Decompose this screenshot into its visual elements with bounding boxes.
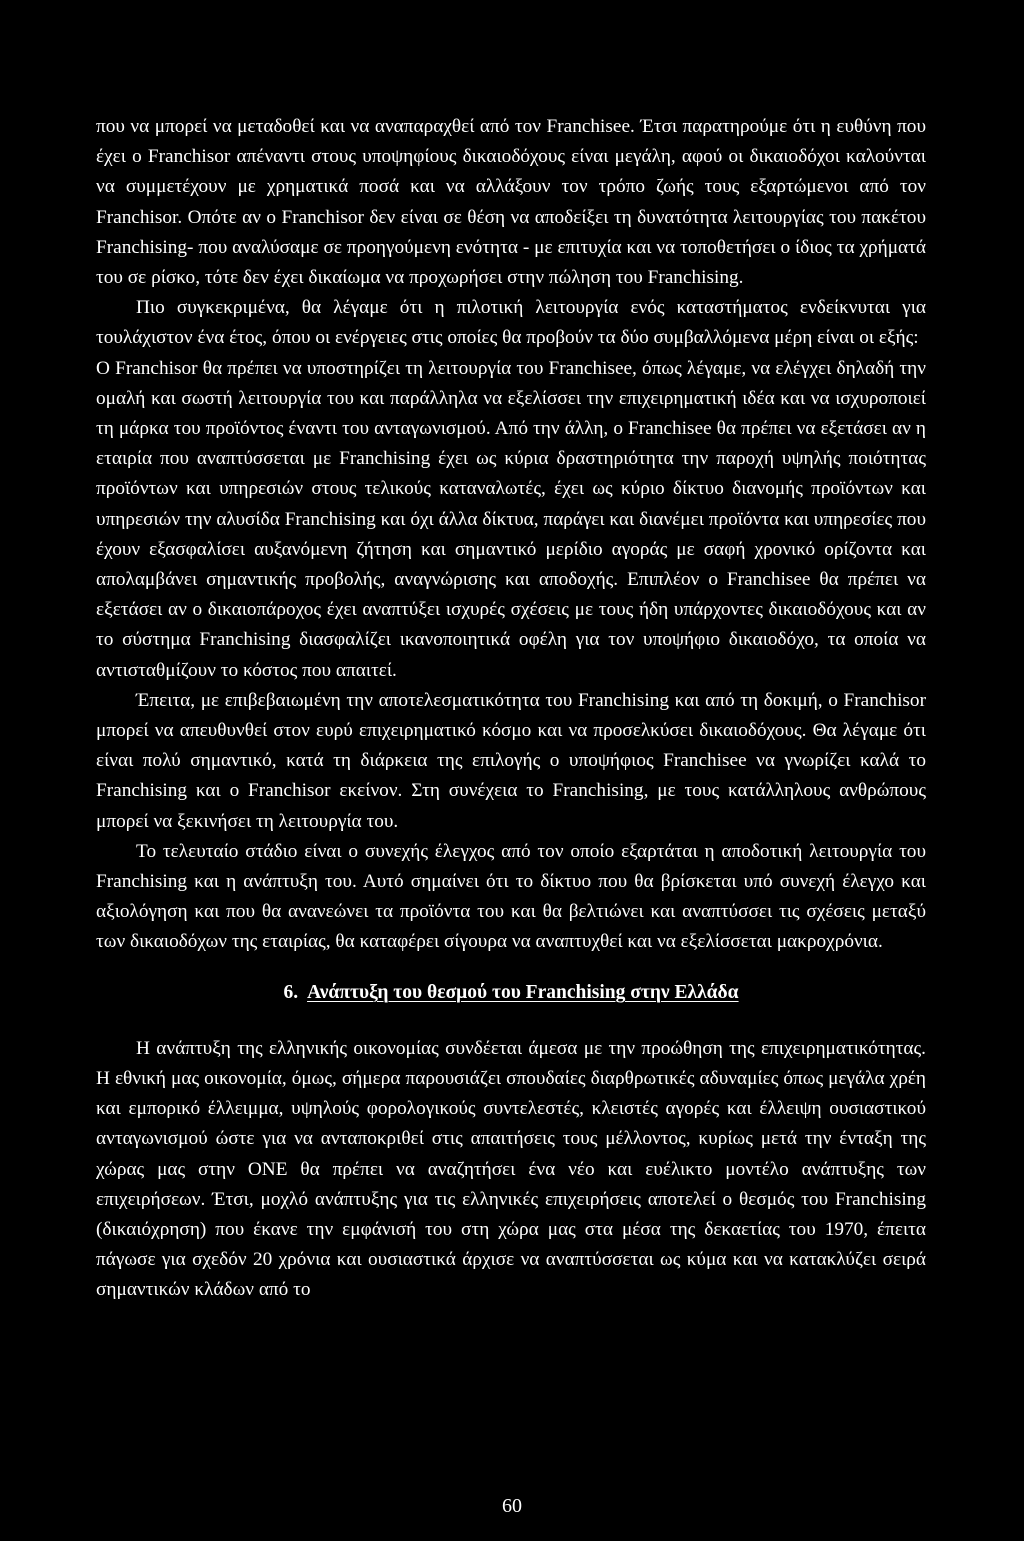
section-heading [96,979,926,1007]
paragraph-franchisor-franchisee-duties: Ο Franchisor θα πρέπει να υποστηρίζει τη λειτουργία του Franchisee, όπως λέγαμε, να ελέγχει δηλαδή την ομαλή και σωστή λειτουργία του και παράλληλα να εξελίσσει την επιχειρηματική ιδέα και να ισχυροποιεί τη μάρκα του προϊόντος έναντι του ανταγωνισμού. Από την άλλη, ο Franchisee θα πρέπει να εξετάσει αν η εταιρία που αναπτύσσεται με Franchising έχει ως κύρια δραστηριότητα την παροχή υψηλής ποιότητας προϊόντων και υπηρεσιών στους τελικούς καταναλωτές, έχει ως κύριο δίκτυο διανομής προϊόντων και υπηρεσιών την αλυσίδα Franchising και όχι άλλα δίκτυα, παράγει και διανέμει προϊόντα και υπηρεσίες που έχουν εξασφαλίσει αυξανόμενη ζήτηση και σημαντικό μερίδιο αγοράς με σαφή χρονικό ορίζοντα και απολαμβάνει σημαντικής προβολής, αναγνώρισης και αποδοχής. Επιπλέον ο Franchisee θα πρέπει να εξετάσει αν ο δικαιοπάροχος έχει αναπτύξει ισχυρές σχέσεις με τους ήδη υπάρχοντες δικαιοδόχους και αν το σύστημα Franchising διασφαλίζει ικανοποιητικά οφέλη για τον υποψήφιο δικαιοδόχο, τα οποία να αντισταθμίζουν το κόστος που απαιτεί. [96,357,926,681]
section-number: 6. [283,981,299,1003]
paragraph-pilot-operation: Πιο συγκεκριμένα, θα λέγαμε ότι η πιλοτική λειτουργία ενός καταστήματος ενδείκνυται για τουλάχιστον ένα έτος, όπου οι ενέργειες στις οποίες θα προβούν τα δύο συμβαλλόμενα μέρη είναι οι εξής: [96,297,926,349]
section-title: Ανάπτυξη του θεσμού του Franchising στην Ελλάδα [307,981,739,1003]
paragraph-continuation: που να μπορεί να μεταδοθεί και να αναπαραχθεί από τον Franchisee. Έτσι παρατηρούμε ότι η ευθύνη που έχει ο Franchisor απέναντι στους υποψηφίους δικαιοδόχους είναι μεγάλη, αφού οι δικαιοδόχοι καλούνται να συμμετέχουν με χρηματικά ποσά και να αλλάξουν τον τρόπο ζωής τους εξαρτώμενοι από τον Franchisor. Οπότε αν ο Franchisor δεν είναι σε θέση να αποδείξει τη δυνατότητα λειτουργίας του πακέτου Franchising- που αναλύσαμε σε προηγούμενη ενότητα - με επιτυχία και να τοποθετήσει ο ίδιος τα χρήματά του σε ρίσκο, τότε δεν έχει δικαίωμα να προχωρήσει στην πώληση του Franchising. [96,116,926,289]
page-number: 60 [502,1495,522,1517]
paragraph-recruitment: Έπειτα, με επιβεβαιωμένη την αποτελεσματικότητα του Franchising και από τη δοκιμή, ο Franchisor μπορεί να απευθυνθεί στον ευρύ επιχειρηματικό κόσμο και να προσελκύσει δικαιοδόχους. Θα λέγαμε ότι είναι πολύ σημαντικό, κατά τη διάρκεια της επιλογής ο υποψήφιος Franchisee να γνωρίζει καλά το Franchising και ο Franchisor εκείνον. Στη συνέχεια το Franchising, με τους κατάλληλους ανθρώπους μπορεί να ξεκινήσει τη λειτουργία του. [96,689,926,832]
text-column [96,112,926,1306]
paragraph-final-stage: Το τελευταίο στάδιο είναι ο συνεχής έλεγχος από τον οποίο εξαρτάται η αποδοτική λειτουργία του Franchising και η ανάπτυξη του. Αυτό σημαίνει ότι το δίκτυο που θα βρίσκεται υπό συνεχή έλεγχο και αξιολόγηση και που θα ανανεώνει τα προϊόντα του και θα βελτιώνει και αναπτύσσει τις σχέσεις μεταξύ των δικαιοδόχων της εταιρίας, θα καταφέρει σίγουρα να αναπτυχθεί και να εξελίσσεται μακροχρόνια. [96,840,926,953]
paragraph-greek-economy: Η ανάπτυξη της ελληνικής οικονομίας συνδέεται άμεσα με την προώθηση της επιχειρηματικότητας. Η εθνική μας οικονομία, όμως, σήμερα παρουσιάζει σπουδαίες διαρθρωτικές αδυναμίες όπως μεγάλα χρέη και εμπορικό έλλειμμα, υψηλούς φορολογικούς συντελεστές, κλειστές αγορές και έλλειψη ουσιαστικού ανταγωνισμού ώστε για να ανταποκριθεί στις απαιτήσεις τους μέλλοντος, κυρίως μετά την ένταξη της χώρας μας στην ΟΝΕ θα πρέπει να αναζητήσει ένα νέο και ευέλικτο μοντέλο ανάπτυξης των επιχειρήσεων. Έτσι, μοχλό ανάπτυξης για τις ελληνικές επιχειρήσεις αποτελεί ο θεσμός του Franchising (δικαιόχρηση) που έκανε την εμφάνισή του στη χώρα μας στα μέσα της δεκαετίας του 1970, έπειτα πάγωσε για σχεδόν 20 χρόνια και ουσιαστικά άρχισε να αναπτύσσεται ως κύμα και να κατακλύζει σειρά σημαντικών κλάδων από το [96,1037,926,1301]
